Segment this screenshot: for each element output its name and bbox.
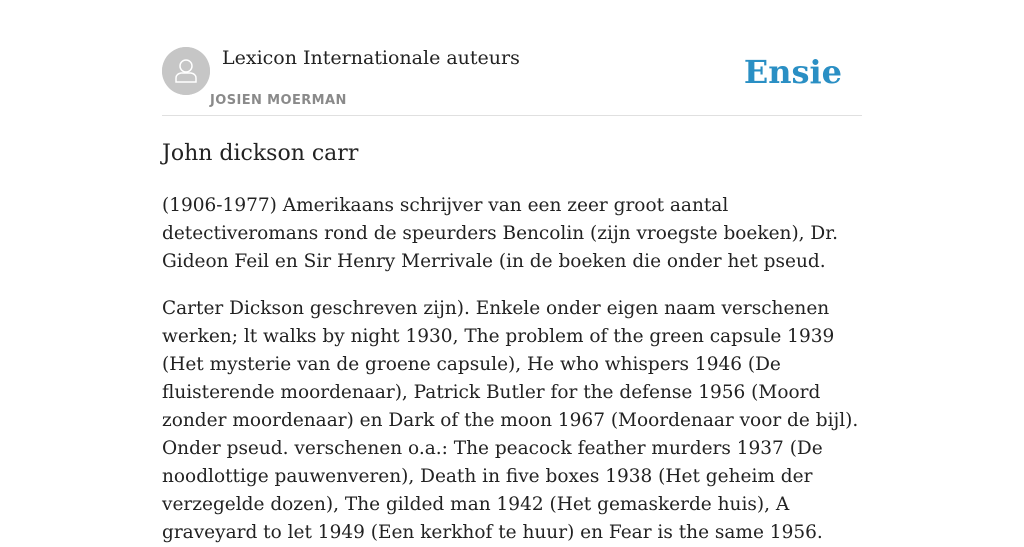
user-silhouette-icon: [162, 47, 210, 95]
article-body: [162, 192, 862, 547]
brand-logo[interactable]: Ensie: [743, 53, 842, 91]
article-title: John dickson carr: [162, 141, 359, 166]
author-name[interactable]: JOSIEN MOERMAN: [210, 93, 347, 108]
article-paragraph: Carter Dickson geschreven zijn). Enkele onder eigen naam verschenen werken; lt walks by night 1930, The problem of the green capsule 1939 (Het mysterie van de groene capsule), He who whispers 1946 (De fluisterende moordenaar), Patrick Butler for the defense 1956 (Moord zonder moordenaar) en Dark of the moon 1967 (Moordenaar voor de bijl). Onder pseud. verschenen o.a.: The peacock feather murders 1937 (De noodlottige pauwenveren), Death in five boxes 1938 (Het geheim der verzegelde dozen), The gilded man 1942 (Het gemaskerde huis), A graveyard to let 1949 (Een kerkhof te huur) en Fear is the same 1956.: [162, 298, 859, 543]
source-lexicon-link[interactable]: Lexicon Internationale auteurs: [222, 47, 520, 69]
user-avatar-icon[interactable]: [162, 47, 210, 95]
article-header: [162, 46, 862, 116]
article: [162, 138, 862, 547]
article-paragraph: (1906-1977) Amerikaans schrijver van een zeer groot aantal detectiveromans rond de speurders Bencolin (zijn vroegste boeken), Dr. Gideon Feil en Sir Henry Merrivale (in de boeken die onder het pseud.: [162, 195, 838, 272]
